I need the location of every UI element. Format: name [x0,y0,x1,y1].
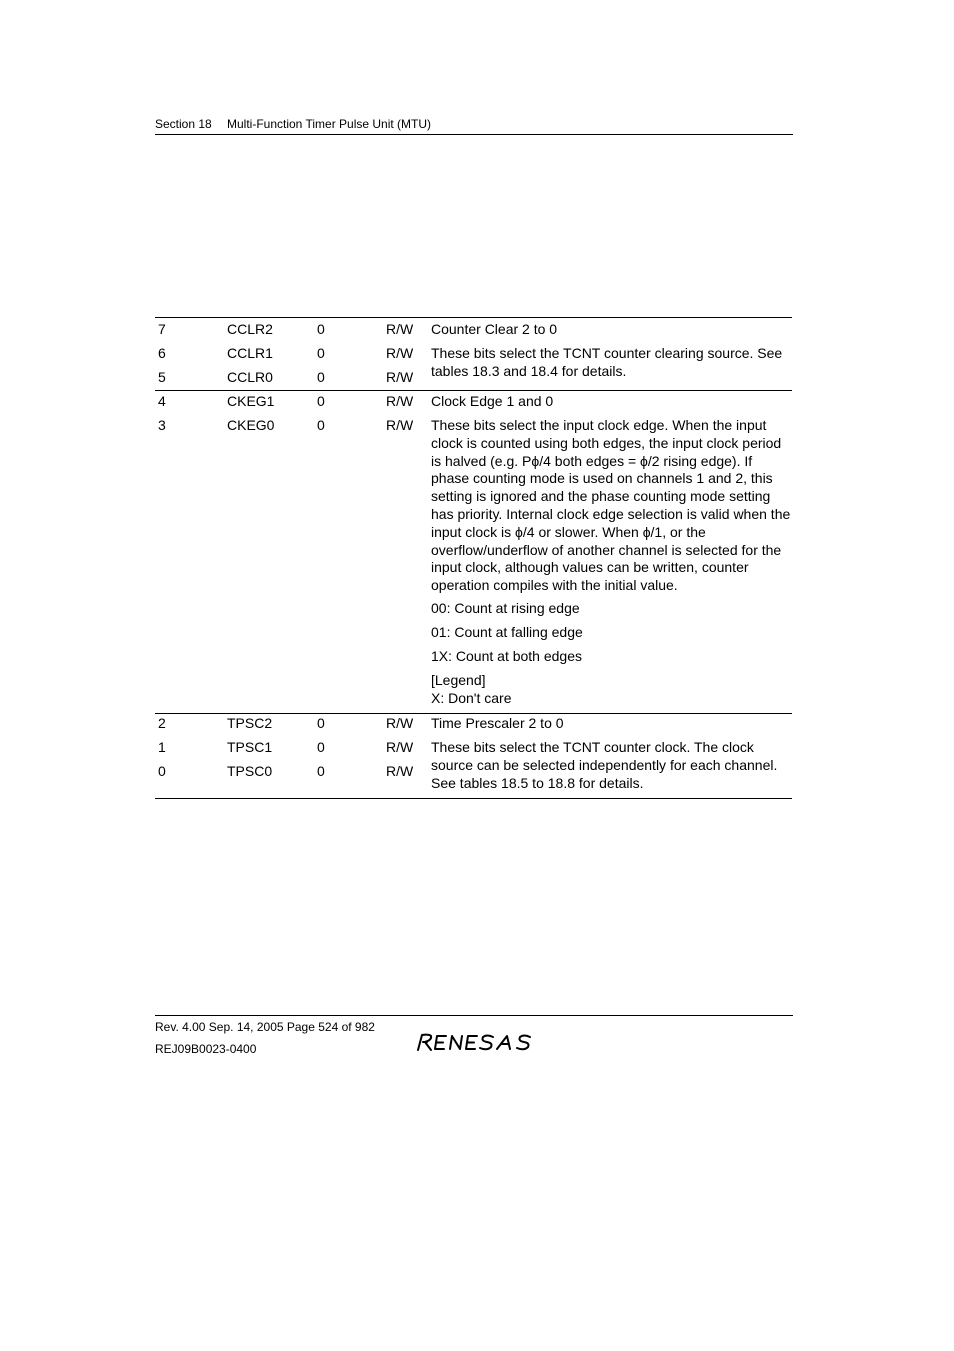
bit-number: 3 [158,417,166,433]
revision-info: Rev. 4.00 Sep. 14, 2005 Page 524 of 982 [155,1020,375,1034]
ckeg-title: Clock Edge 1 and 0 [431,393,554,409]
bit-name: TPSC0 [227,763,273,779]
read-write: R/W [386,321,414,337]
page-header [155,116,793,135]
bit-name: TPSC1 [227,739,273,755]
bit-name: TPSC2 [227,715,273,731]
document-number: REJ09B0023-0400 [155,1042,257,1056]
initial-value: 0 [317,763,325,779]
initial-value: 0 [317,369,325,385]
initial-value: 0 [317,345,325,361]
page-footer [155,1015,793,1056]
read-write: R/W [386,369,414,385]
read-write: R/W [386,715,414,731]
read-write: R/W [386,345,414,361]
ckeg-option-rising: 00: Count at rising edge [431,600,580,616]
initial-value: 0 [317,715,325,731]
read-write: R/W [386,739,414,755]
tpsc-title: Time Prescaler 2 to 0 [431,715,564,731]
ckeg-option-both: 1X: Count at both edges [431,648,582,664]
initial-value: 0 [317,739,325,755]
initial-value: 0 [317,393,325,409]
bit-name: CCLR1 [227,345,273,361]
bit-name: CKEG0 [227,417,275,433]
legend-heading: [Legend] [431,672,486,688]
renesas-logo-mark [415,1031,535,1053]
read-write: R/W [386,763,414,779]
register-bit-table [155,317,792,799]
ckeg-option-falling: 01: Count at falling edge [431,624,583,640]
renesas-logo [415,1031,535,1058]
bit-number: 5 [158,369,166,385]
group-divider [155,713,792,714]
bit-number: 1 [158,739,166,755]
bit-name: CCLR2 [227,321,273,337]
read-write: R/W [386,393,414,409]
bit-number: 4 [158,393,166,409]
section-number: Section 18 [155,117,212,131]
bit-number: 7 [158,321,166,337]
bit-number: 2 [158,715,166,731]
ckeg-description: These bits select the input clock edge. When the input clock is counted using both edges, the input clock period is halved (e.g. Pϕ/4 both edges = ϕ/2 rising edge). If phase counting mode is used on channels 1 and 2, this setting is ignored and the phase counting mode setting has priority. Internal clock edge selection is valid when the input clock is ϕ/4 or slower. When ϕ/1, or the overflow/underflow of another channel is selected for the input clock, although values can be written, counter operation compiles with the initial value. [431,417,791,594]
initial-value: 0 [317,321,325,337]
bit-name: CCLR0 [227,369,273,385]
group-divider [155,390,792,391]
tpsc-description: These bits select the TCNT counter clock. The clock source can be selected independently for each channel. See tables 18.5 to 18.8 for details. [431,739,778,791]
cclr-description: These bits select the TCNT counter clearing source. See tables 18.3 and 18.4 for details. [431,345,783,379]
bit-number: 0 [158,763,166,779]
legend-entry: X: Don't care [431,690,512,706]
bit-name: CKEG1 [227,393,275,409]
bit-number: 6 [158,345,166,361]
section-title: Multi-Function Timer Pulse Unit (MTU) [227,117,432,131]
initial-value: 0 [317,417,325,433]
read-write: R/W [386,417,414,433]
cclr-title: Counter Clear 2 to 0 [431,321,558,337]
